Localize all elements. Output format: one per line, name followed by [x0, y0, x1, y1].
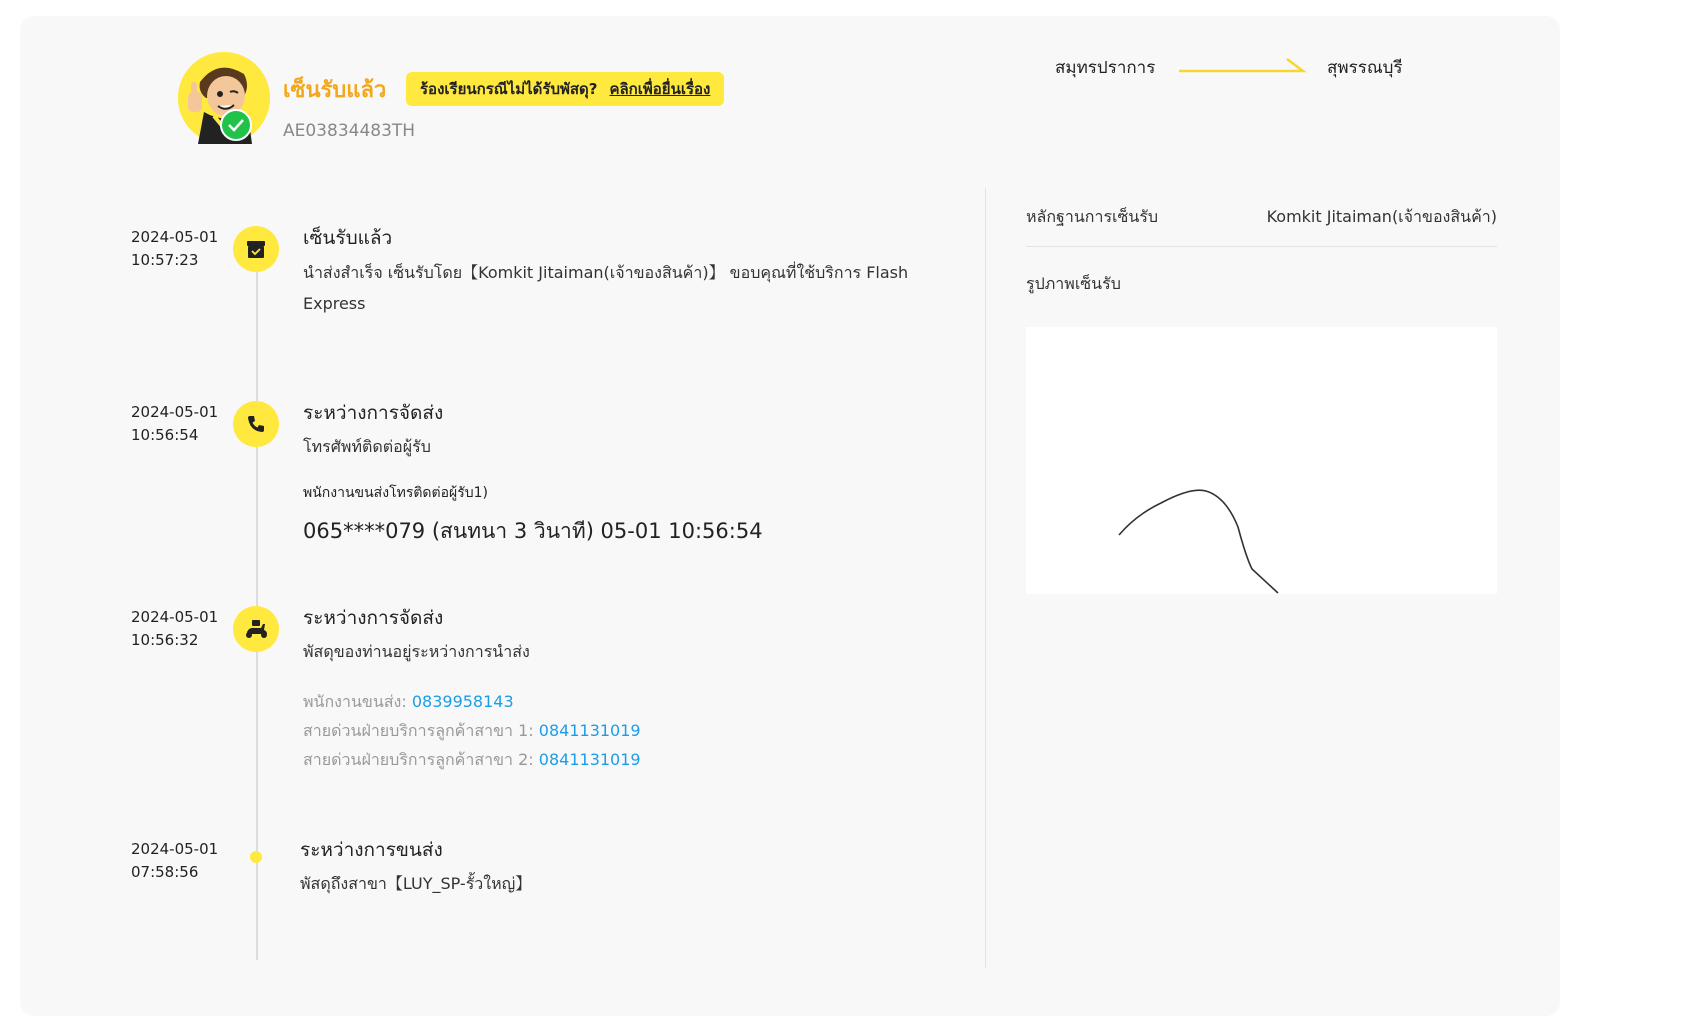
- contact-hotline-1: สายด่วนฝ่ายบริการลูกค้าสาขา 1: 0841131019: [303, 721, 641, 740]
- delivery-status-title: เซ็นรับแล้ว: [283, 78, 387, 103]
- hotline-1-phone-link[interactable]: 0841131019: [538, 721, 641, 740]
- courier-phone-link[interactable]: 0839958143: [411, 692, 514, 711]
- route-origin: สมุทรปราการ: [1055, 58, 1156, 78]
- route-destination: สุพรรณบุรี: [1327, 58, 1403, 78]
- signature-photo-label: รูปภาพเซ็นรับ: [1026, 274, 1121, 293]
- contact-hotline-2: สายด่วนฝ่ายบริการลูกค้าสาขา 2: 0841131019: [303, 750, 641, 769]
- timeline-date: 2024-05-01 10:56:32: [131, 608, 219, 649]
- file-complaint-link[interactable]: คลิกเพื่อยื่นเรื่อง: [609, 80, 711, 98]
- timeline-title: เซ็นรับแล้ว: [303, 227, 393, 249]
- contact-courier: พนักงานขนส่ง: 0839958143: [303, 692, 514, 711]
- call-detail: 065****079 (สนทนา 3 วินาที) 05-01 10:56:54: [303, 519, 763, 543]
- timeline-description: นำส่งสำเร็จ เซ็นรับโดย【Komkit Jitaiman(เจ้าของสินค้า)】 ขอบคุณที่ใช้บริการ Flash Express: [303, 263, 909, 313]
- panel-divider: [985, 188, 986, 968]
- timeline-title: ระหว่างการจัดส่ง: [303, 402, 444, 424]
- hotline-2-phone-link[interactable]: 0841131019: [538, 750, 641, 769]
- route-arrow-icon: [1177, 56, 1307, 80]
- call-sub-label: พนักงานขนส่งโทรติดต่อผู้รับ1): [303, 485, 488, 501]
- timeline-description: โทรศัพท์ติดต่อผู้รับ: [303, 437, 431, 456]
- timeline-title: ระหว่างการขนส่ง: [300, 839, 443, 861]
- timeline-description: พัสดุถึงสาขา【LUY_SP-รั้วใหญ่】: [300, 874, 532, 893]
- complaint-question: ร้องเรียนกรณีไม่ได้รับพัสดุ?: [420, 80, 598, 98]
- signature-image[interactable]: [1026, 327, 1497, 594]
- timeline-description: พัสดุของท่านอยู่ระหว่างการนำส่ง: [303, 642, 530, 661]
- scooter-icon: [233, 606, 279, 652]
- package-check-icon: [233, 226, 279, 272]
- timeline-dot: [250, 851, 262, 863]
- timeline-title: ระหว่างการจัดส่ง: [303, 607, 444, 629]
- signature-stroke: [1026, 327, 1497, 594]
- timeline-date: 2024-05-01 10:56:54: [131, 403, 219, 444]
- timeline-date: 2024-05-01 10:57:23: [131, 228, 219, 269]
- tracking-card: [20, 16, 1560, 1016]
- phone-icon: [233, 401, 279, 447]
- timeline-date: 2024-05-01 07:58:56: [131, 840, 219, 881]
- proof-label: หลักฐานการเซ็นรับ: [1026, 207, 1159, 226]
- delivered-check-icon: [220, 109, 252, 141]
- proof-signer: Komkit Jitaiman(เจ้าของสินค้า): [1266, 207, 1497, 226]
- tracking-number: AE03834483TH: [283, 121, 416, 141]
- complaint-banner: [406, 72, 724, 106]
- contact-list: [303, 687, 641, 774]
- proof-divider: [1026, 246, 1497, 247]
